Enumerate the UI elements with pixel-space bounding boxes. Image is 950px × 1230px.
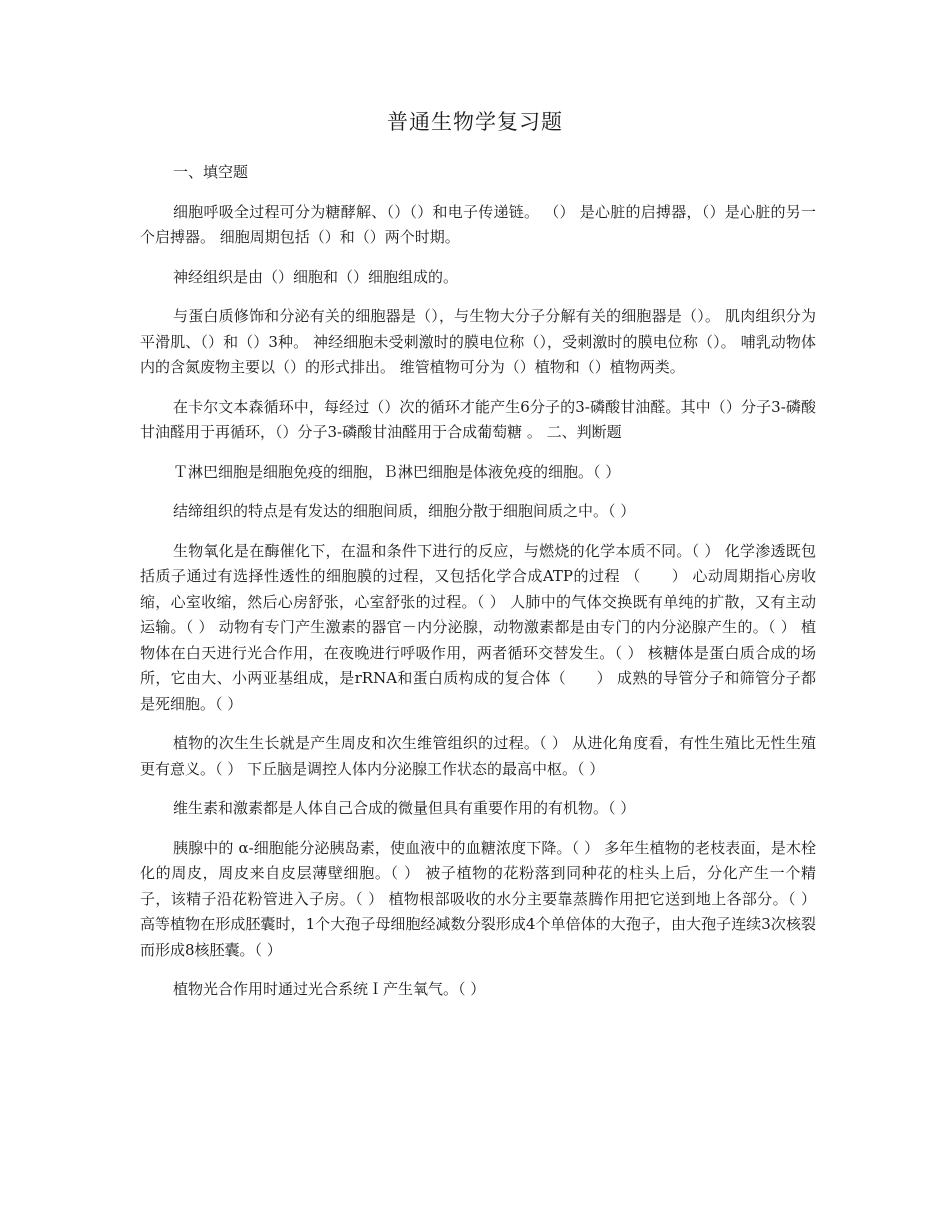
- paragraph: 植物的次生生长就是产生周皮和次生维管组织的过程。（ ） 从进化角度看，有性生殖比无性生殖更有意义。（ ） 下丘脑是调控人体内分泌腺工作状态的最高中枢。（ ）: [140, 734, 816, 778]
- paragraph: 生物氧化是在酶催化下，在温和条件下进行的反应，与燃烧的化学本质不同。（ ） 化学渗透既包括质子通过有选择性透性的细胞膜的过程，又包括化学合成ATP的过程 （ ） 心动周期指心房收缩，心室收缩，然后心房舒张，心室舒张的过程。（ ） 人肺中的气体交换既有单纯的扩散，又有主动运输。（ ） 动物有专门产生激素的器官－内分泌腺，动物激素都是由专门的内分泌腺产生的。（ ） 植物体在白天进行光合作用，在夜晚进行呼吸作用，两者循环交替发生。（ ） 核糖体是蛋白质合成的场所，它由大、小两亚基组成，是rRNA和蛋白质构成的复合体（ ） 成熟的导管分子和筛管分子都是死细胞。（ ）: [140, 541, 816, 713]
- paragraph: 胰腺中的 α-细胞能分泌胰岛素，使血液中的血糖浓度下降。（ ） 多年生植物的老枝表面，是木栓化的周皮，周皮来自皮层薄壁细胞。（ ） 被子植物的花粉落到同种花的柱头上后，分化产生一个精子，该精子沿花粉管进入子房。（ ） 植物根部吸收的水分主要靠蒸腾作用把它送到地上各部分。（ ） 高等植物在形成胚囊时，1个大孢子母细胞经减数分裂形成4个单倍体的大孢子，由大孢子连续3次核裂而形成8核胚囊。（ ）: [140, 838, 816, 959]
- paragraph: 细胞呼吸全过程可分为糖酵解、（）（）和电子传递链。 （） 是心脏的启搏器，（）是心脏的另一个启搏器。 细胞周期包括（）和（）两个时期。: [140, 202, 816, 246]
- paragraph: 神经组织是由（）细胞和（）细胞组成的。: [173, 267, 459, 286]
- document-body: [140, 160, 816, 1017]
- paragraph: Ｔ淋巴细胞是细胞免疫的细胞，Ｂ淋巴细胞是体液免疫的细胞。（ ）: [173, 462, 621, 481]
- paragraph: 结缔组织的特点是有发达的细胞间质，细胞分散于细胞间质之中。（ ）: [173, 502, 636, 520]
- paragraph: 与蛋白质修饰和分泌有关的细胞器是（），与生物大分子分解有关的细胞器是（）。 肌肉组织分为平滑肌、（）和（）3种。 神经细胞未受刺激时的膜电位称（），受刺激时的膜电位称（）。 哺乳动物体内的含氮废物主要以（）的形式排出。 维管植物可分为（）植物和（）植物两类。: [140, 307, 816, 376]
- document-title: 普通生物学复习题: [387, 110, 563, 134]
- paragraph: 维生素和激素都是人体自己合成的微量但具有重要作用的有机物。（ ）: [173, 799, 636, 817]
- paragraph: 在卡尔文本森循环中，每经过（）次的循环才能产生6分子的3-磷酸甘油醛。其中（）分子3-磷酸甘油醛用于再循环，（）分子3-磷酸甘油醛用于合成葡萄糖 。 二、判断题: [140, 397, 816, 441]
- paragraph: 植物光合作用时通过光合系统Ｉ产生氧气。（ ）: [173, 980, 486, 998]
- section-heading-fill-in-blank: 一、填空题: [173, 163, 249, 181]
